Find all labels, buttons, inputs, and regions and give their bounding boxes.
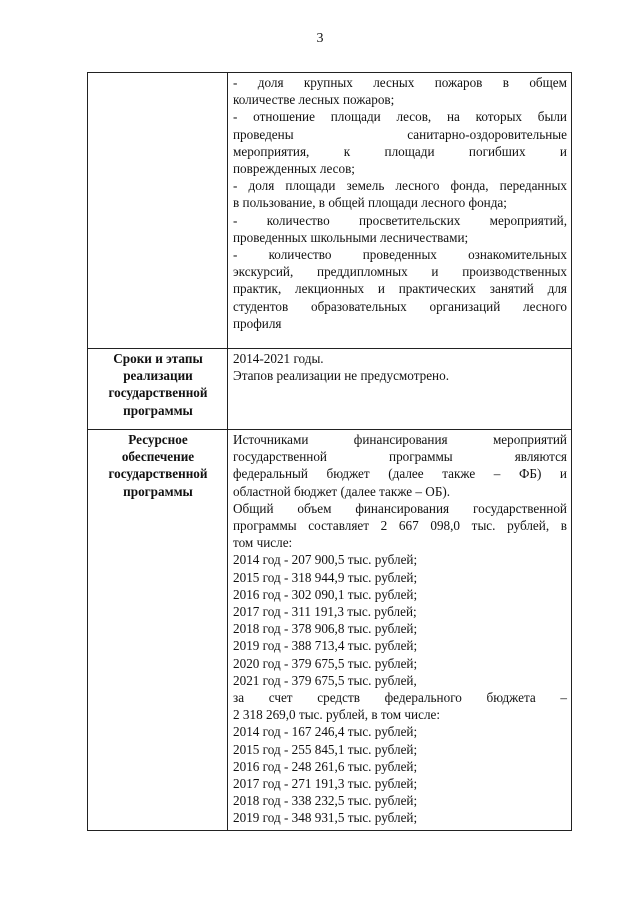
row-label-line: государственной <box>108 385 208 401</box>
content-line: в пользование, в общей площади лесного фонда; <box>233 195 507 211</box>
row-label-cell <box>88 73 228 349</box>
content-line: Общий объем финансирования государственной <box>233 500 567 516</box>
content-line: 2014 год - 167 246,4 тыс. рублей; <box>233 724 418 740</box>
content-line: 2014-2021 годы. <box>233 351 324 366</box>
content-line: - отношение площади лесов, на которых были <box>233 109 567 125</box>
row-content-cell <box>228 73 572 349</box>
row-label-line: Сроки и этапы <box>113 351 203 366</box>
row-label-line: программы <box>123 483 193 499</box>
content-line: государственной программы являются <box>233 449 567 465</box>
content-line: том числе: <box>233 535 293 551</box>
row-label-line: государственной <box>108 466 208 482</box>
content-line: практик, лекционных и практических занятий для <box>233 281 567 297</box>
program-passport-table <box>87 72 572 831</box>
content-line: Этапов реализации не предусмотрено. <box>233 368 450 384</box>
content-line: проведены санитарно-оздоровительные <box>233 126 567 142</box>
table-row <box>88 430 572 831</box>
row-label-line: Ресурсное <box>128 432 188 447</box>
content-line: федеральный бюджет (далее также – ФБ) и <box>233 466 567 482</box>
content-line: 2020 год - 379 675,5 тыс. рублей; <box>233 655 418 671</box>
content-line: 2015 год - 318 944,9 тыс. рублей; <box>233 569 418 585</box>
row-content-cell <box>228 349 572 430</box>
content-line: 2018 год - 378 906,8 тыс. рублей; <box>233 621 418 637</box>
content-line: количестве лесных пожаров; <box>233 92 395 108</box>
content-line: за счет средств федерального бюджета – <box>233 690 567 706</box>
table-row <box>88 73 572 349</box>
table-row <box>88 349 572 430</box>
row-label-line: реализации <box>123 368 193 384</box>
content-line: 2016 год - 248 261,6 тыс. рублей; <box>233 758 418 774</box>
row-label-cell <box>88 430 228 831</box>
content-line: областной бюджет (далее также – ОБ). <box>233 483 451 499</box>
content-line: профиля <box>233 315 282 331</box>
content-line: 2019 год - 348 931,5 тыс. рублей; <box>233 810 418 826</box>
row-label-line: программы <box>123 402 193 418</box>
page-number: 3 <box>316 31 324 46</box>
content-line: - доля крупных лесных пожаров в общем <box>233 75 567 90</box>
content-line: 2017 год - 271 191,3 тыс. рублей; <box>233 776 418 792</box>
content-line: - доля площади земель лесного фонда, переданных <box>233 178 567 194</box>
content-line: 2 318 269,0 тыс. рублей, в том числе: <box>233 707 441 723</box>
content-line: 2014 год - 207 900,5 тыс. рублей; <box>233 552 418 568</box>
content-line: 2019 год - 388 713,4 тыс. рублей; <box>233 638 418 654</box>
content-line: 2017 год - 311 191,3 тыс. рублей; <box>233 604 417 620</box>
content-line: поврежденных лесов; <box>233 161 355 177</box>
row-label-line: обеспечение <box>121 449 195 465</box>
content-line: проведенных школьными лесничествами; <box>233 229 469 245</box>
content-line: мероприятия, к площади погибших и <box>233 143 567 159</box>
content-line: экскурсий, преддипломных и производственных <box>233 264 567 280</box>
content-line: программы составляет 2 667 098,0 тыс. рублей, в <box>233 518 567 534</box>
row-content-cell <box>228 430 572 831</box>
content-line: Источниками финансирования мероприятий <box>233 432 567 447</box>
row-label-cell <box>88 349 228 430</box>
content-line: 2021 год - 379 675,5 тыс. рублей, <box>233 672 417 688</box>
content-line: 2018 год - 338 232,5 тыс. рублей; <box>233 793 418 809</box>
content-line: - количество проведенных ознакомительных <box>233 247 567 263</box>
content-line: - количество просветительских мероприятий, <box>233 212 567 228</box>
content-line: студентов образовательных организаций лесного <box>233 298 567 314</box>
content-line: 2015 год - 255 845,1 тыс. рублей; <box>233 741 418 757</box>
content-line: 2016 год - 302 090,1 тыс. рублей; <box>233 586 418 602</box>
